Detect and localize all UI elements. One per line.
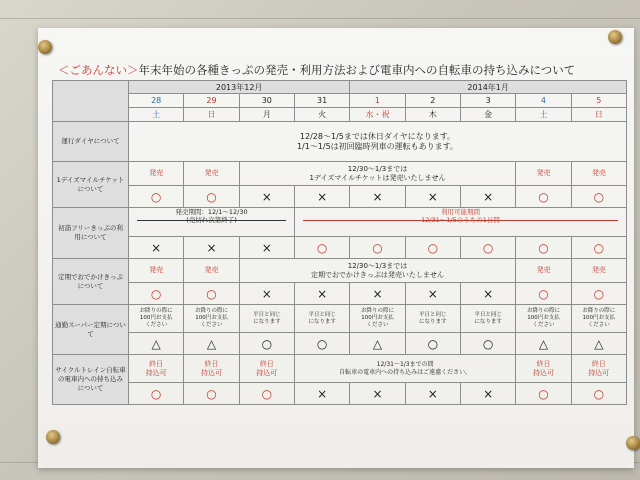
availability-mark: △: [129, 333, 184, 355]
sale-label: 発売: [129, 162, 184, 186]
allday-label: 終日 持込可: [571, 355, 626, 383]
availability-mark: ○: [460, 333, 515, 355]
super-note: お降りの際に 100円お支払 ください: [129, 305, 184, 333]
row-label: 定期でおでかけきっぷについて: [53, 259, 129, 305]
oneday-row-symbols: [53, 186, 627, 208]
availability-mark: △: [184, 333, 239, 355]
availability-mark: ○: [129, 383, 184, 405]
availability-mark: ×: [405, 283, 460, 305]
oneday-row-top: [53, 162, 627, 186]
weekday-cell: 金: [460, 108, 515, 122]
weekday-cell: 火: [294, 108, 349, 122]
availability-mark: ×: [239, 186, 294, 208]
availability-mark: ○: [571, 237, 626, 259]
availability-mark: ○: [239, 333, 294, 355]
row-label: 初詣フリーきっぷの利用について: [53, 208, 129, 259]
sale-label: 発売: [516, 259, 571, 283]
super-note: 平日と同じ になります: [294, 305, 349, 333]
weekday-row: [53, 108, 627, 122]
row-label: 運行ダイヤについて: [53, 122, 129, 162]
availability-mark: ○: [129, 186, 184, 208]
day-cell: 5: [571, 94, 626, 108]
cycle-row-symbols: [53, 383, 627, 405]
schedule-table: [52, 80, 627, 405]
teiki-row-top: [53, 259, 627, 283]
availability-mark: ×: [350, 186, 405, 208]
availability-mark: △: [571, 333, 626, 355]
cycle-row-top: [53, 355, 627, 383]
availability-mark: ○: [184, 383, 239, 405]
super-row-top: [53, 305, 627, 333]
hatsumode-row-symbols: [53, 237, 627, 259]
use-period-text: 利用可能期間 12/31〜1/5のうちの1日間: [421, 208, 500, 224]
allday-label: 終日 持込可: [516, 355, 571, 383]
wall-seam: [0, 18, 640, 19]
day-cell: 3: [460, 94, 515, 108]
hatsumode-row-top: [53, 208, 627, 237]
teiki-note: 12/30〜1/3までは 定期でおでかけきっぷは発売いたしません: [239, 259, 516, 283]
availability-mark: ○: [405, 333, 460, 355]
day-cell: 28: [129, 94, 184, 108]
super-note: 平日と同じ になります: [405, 305, 460, 333]
sale-label: 発売: [571, 162, 626, 186]
sale-label: 発売: [184, 162, 239, 186]
pushpin-icon: [626, 436, 640, 450]
super-note: お降りの際に 100円お支払 ください: [184, 305, 239, 333]
super-note: お降りの際に 100円お支払 ください: [350, 305, 405, 333]
availability-mark: ○: [571, 383, 626, 405]
pushpin-icon: [38, 40, 52, 54]
poster-title: [58, 62, 575, 78]
availability-mark: ×: [405, 186, 460, 208]
availability-mark: ×: [184, 237, 239, 259]
row-label: サイクルトレイン自転車の電車内への持ち込みについて: [53, 355, 129, 405]
availability-mark: ×: [350, 283, 405, 305]
day-cell: 1: [350, 94, 405, 108]
weekday-cell: 土: [516, 108, 571, 122]
sale-label: 発売: [184, 259, 239, 283]
weekday-cell: 月: [239, 108, 294, 122]
super-note: お降りの際に 100円お支払 ください: [571, 305, 626, 333]
allday-label: 終日 持込可: [129, 355, 184, 383]
weekday-cell: 水・祝: [350, 108, 405, 122]
month-2014: 2014年1月: [350, 81, 627, 94]
availability-mark: ○: [516, 283, 571, 305]
availability-mark: ×: [239, 283, 294, 305]
oneday-note: 12/30〜1/3までは 1デイズマイルチケットは発売いたしません: [239, 162, 516, 186]
availability-mark: ○: [571, 283, 626, 305]
teiki-row-symbols: [53, 283, 627, 305]
availability-mark: ×: [129, 237, 184, 259]
day-cell: 30: [239, 94, 294, 108]
weekday-cell: 日: [184, 108, 239, 122]
availability-mark: ×: [294, 186, 349, 208]
availability-mark: ○: [571, 186, 626, 208]
weekday-cell: 日: [571, 108, 626, 122]
day-cell: 4: [516, 94, 571, 108]
notice-poster: [38, 28, 634, 468]
corner-cell: [53, 81, 129, 122]
cycle-note: 12/31〜1/3までの間 自転車の電車内への持ち込みはご遠慮ください。: [294, 355, 515, 383]
availability-mark: ×: [460, 186, 515, 208]
sale-label: 発売: [516, 162, 571, 186]
day-cell: 29: [184, 94, 239, 108]
availability-mark: △: [516, 333, 571, 355]
weekday-cell: 木: [405, 108, 460, 122]
availability-mark: ×: [294, 283, 349, 305]
availability-mark: ○: [405, 237, 460, 259]
availability-mark: ○: [350, 237, 405, 259]
availability-mark: ○: [184, 186, 239, 208]
super-note: お降りの際に 100円お支払 ください: [516, 305, 571, 333]
availability-mark: ○: [239, 383, 294, 405]
availability-mark: ○: [184, 283, 239, 305]
sale-period-text: 発売期間：12/1〜12/30 (売切れ次第終了): [175, 208, 248, 224]
availability-mark: ×: [460, 283, 515, 305]
availability-mark: ×: [350, 383, 405, 405]
pushpin-icon: [608, 30, 622, 44]
super-note: 平日と同じ になります: [460, 305, 515, 333]
day-cell: 2: [405, 94, 460, 108]
super-row-symbols: [53, 333, 627, 355]
sale-label: 発売: [571, 259, 626, 283]
availability-mark: ×: [405, 383, 460, 405]
title-tag: ＜ごあんない＞: [58, 63, 139, 77]
availability-mark: ○: [460, 237, 515, 259]
row-label: 1デイズマイルチケットについて: [53, 162, 129, 208]
availability-mark: ○: [516, 383, 571, 405]
schedule-row: [53, 122, 627, 162]
availability-mark: ○: [516, 237, 571, 259]
sale-period-cell: [129, 208, 295, 237]
availability-mark: ○: [516, 186, 571, 208]
title-text: 年末年始の各種きっぷの発売・利用方法および電車内への自転車の持ち込みについて: [138, 63, 576, 77]
super-note: 平日と同じ になります: [239, 305, 294, 333]
use-period-cell: [294, 208, 626, 237]
month-2013: 2013年12月: [129, 81, 350, 94]
availability-mark: ○: [294, 237, 349, 259]
availability-mark: △: [350, 333, 405, 355]
availability-mark: ×: [460, 383, 515, 405]
weekday-cell: 土: [129, 108, 184, 122]
availability-mark: ×: [239, 237, 294, 259]
availability-mark: ○: [129, 283, 184, 305]
day-cell: 31: [294, 94, 349, 108]
row-label: 通勤スーパー定期について: [53, 305, 129, 355]
availability-mark: ×: [294, 383, 349, 405]
allday-label: 終日 持込可: [184, 355, 239, 383]
day-row: [53, 94, 627, 108]
month-row: [53, 81, 627, 94]
allday-label: 終日 持込可: [239, 355, 294, 383]
sale-label: 発売: [129, 259, 184, 283]
pushpin-icon: [46, 430, 60, 444]
schedule-note: 12/28〜1/5までは休日ダイヤになります。 1/1〜1/5は初回臨時列車の運転もあります。: [129, 122, 627, 162]
availability-mark: ○: [294, 333, 349, 355]
